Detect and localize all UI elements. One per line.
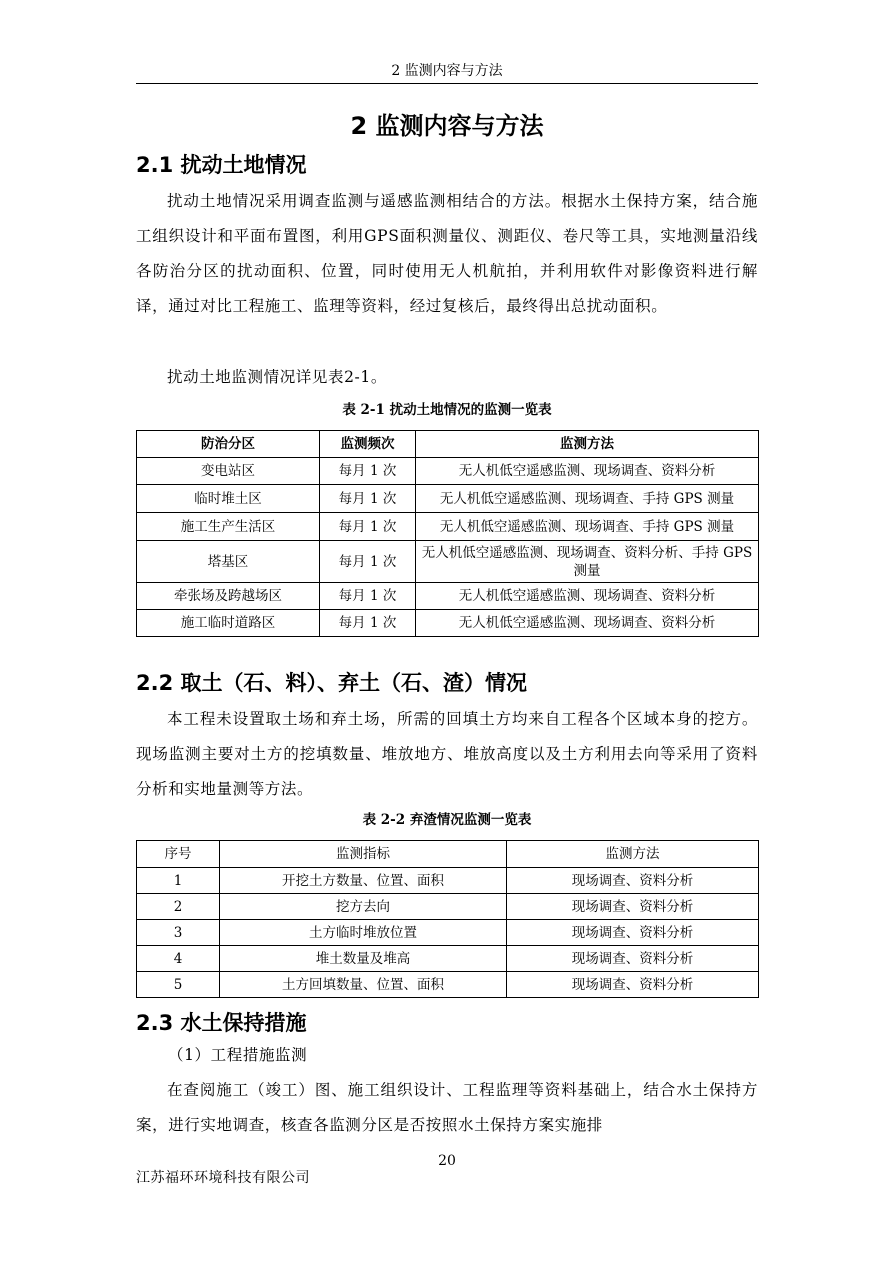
- running-header: 2 监测内容与方法: [391, 63, 503, 79]
- paragraph-engineering-measures: 在查阅施工（竣工）图、施工组织设计、工程监理等资料基础上，结合水土保持方案，进行实地调查，核查各监测分区是否按照水土保持方案实施排: [136, 1081, 758, 1134]
- table-cell: 堆土数量及堆高: [220, 946, 507, 972]
- table-2-1: [136, 430, 759, 637]
- table-cell: 每月 1 次: [320, 485, 416, 513]
- table-row: [137, 972, 759, 998]
- table-row: [137, 868, 759, 894]
- table-cell: 每月 1 次: [320, 541, 416, 583]
- table-cell: 变电站区: [137, 458, 320, 485]
- table-cell: 土方回填数量、位置、面积: [220, 972, 507, 998]
- table-header-row: [137, 431, 759, 458]
- table-cell: 现场调查、资料分析: [507, 946, 759, 972]
- table-header-cell: 监测频次: [320, 431, 416, 458]
- subsection-engineering-measures: （1）工程措施监测: [168, 1046, 308, 1064]
- table-2-2: [136, 840, 759, 998]
- table-cell: 每月 1 次: [320, 583, 416, 610]
- table-cell: 5: [137, 972, 220, 998]
- table-row: [137, 583, 759, 610]
- table-cell: 无人机低空遥感监测、现场调查、资料分析: [416, 458, 759, 485]
- table-row: [137, 920, 759, 946]
- table-header-cell: 监测方法: [507, 841, 759, 868]
- table-cell: 塔基区: [137, 541, 320, 583]
- table-cell: 开挖土方数量、位置、面积: [220, 868, 507, 894]
- table-cell: 3: [137, 920, 220, 946]
- table-cell: 每月 1 次: [320, 513, 416, 541]
- section-title-2-1: 2.1 扰动土地情况: [136, 153, 307, 177]
- table-cell: 现场调查、资料分析: [507, 894, 759, 920]
- paragraph-table-reference: 扰动土地监测情况详见表2-1。: [167, 368, 387, 386]
- table-header-row: [137, 841, 759, 868]
- table-row: [137, 458, 759, 485]
- table-header-cell: 序号: [137, 841, 220, 868]
- table-cell: 牵张场及跨越场区: [137, 583, 320, 610]
- table-row: [137, 894, 759, 920]
- page-number: 20: [438, 1153, 456, 1169]
- table-header-cell: 防治分区: [137, 431, 320, 458]
- table-cell: 现场调查、资料分析: [507, 868, 759, 894]
- table-row: [137, 541, 759, 583]
- paragraph-spoil: 本工程未设置取土场和弃土场，所需的回填土方均来自工程各个区域本身的挖方。现场监测主要对土方的挖填数量、堆放地方、堆放高度以及土方利用去向等采用了资料分析和实地量测等方法。: [136, 710, 758, 798]
- header-rule: [136, 83, 758, 84]
- table-cell: 施工临时道路区: [137, 610, 320, 637]
- table-caption-2-2: 表 2-2 弃渣情况监测一览表: [362, 812, 532, 828]
- table-cell: 每月 1 次: [320, 458, 416, 485]
- table-cell: 无人机低空遥感监测、现场调查、资料分析: [416, 583, 759, 610]
- table-row: [137, 513, 759, 541]
- table-cell: 挖方去向: [220, 894, 507, 920]
- paragraph-disturbed-land: 扰动土地情况采用调查监测与遥感监测相结合的方法。根据水土保持方案，结合施工组织设计和平面布置图，利用GPS面积测量仪、测距仪、卷尺等工具，实地测量沿线各防治分区的扰动面积、位置，同时使用无人机航拍，并利用软件对影像资料进行解译，通过对比工程施工、监理等资料，经过复核后，最终得出总扰动面积。: [136, 192, 758, 315]
- table-caption-2-1: 表 2-1 扰动土地情况的监测一览表: [342, 402, 552, 418]
- table-cell: 无人机低空遥感监测、现场调查、手持 GPS 测量: [416, 513, 759, 541]
- table-cell: 4: [137, 946, 220, 972]
- table-row: [137, 610, 759, 637]
- table-cell: 土方临时堆放位置: [220, 920, 507, 946]
- table-cell: 施工生产生活区: [137, 513, 320, 541]
- table-cell: 2: [137, 894, 220, 920]
- table-header-cell: 监测方法: [416, 431, 759, 458]
- table-cell: 无人机低空遥感监测、现场调查、资料分析: [416, 610, 759, 637]
- section-title-2-3: 2.3 水土保持措施: [136, 1011, 307, 1035]
- section-title-2-2: 2.2 取土（石、料）、弃土（石、渣）情况: [136, 671, 528, 695]
- footer-company: 江苏福环环境科技有限公司: [136, 1170, 310, 1186]
- chapter-title: 2 监测内容与方法: [350, 112, 544, 140]
- table-header-cell: 监测指标: [220, 841, 507, 868]
- table-cell: 1: [137, 868, 220, 894]
- table-row: [137, 946, 759, 972]
- table-cell: 每月 1 次: [320, 610, 416, 637]
- table-row: [137, 485, 759, 513]
- table-cell: 无人机低空遥感监测、现场调查、资料分析、手持 GPS 测量: [416, 541, 759, 583]
- table-cell: 无人机低空遥感监测、现场调查、手持 GPS 测量: [416, 485, 759, 513]
- table-cell: 临时堆土区: [137, 485, 320, 513]
- table-cell: 现场调查、资料分析: [507, 920, 759, 946]
- table-cell: 现场调查、资料分析: [507, 972, 759, 998]
